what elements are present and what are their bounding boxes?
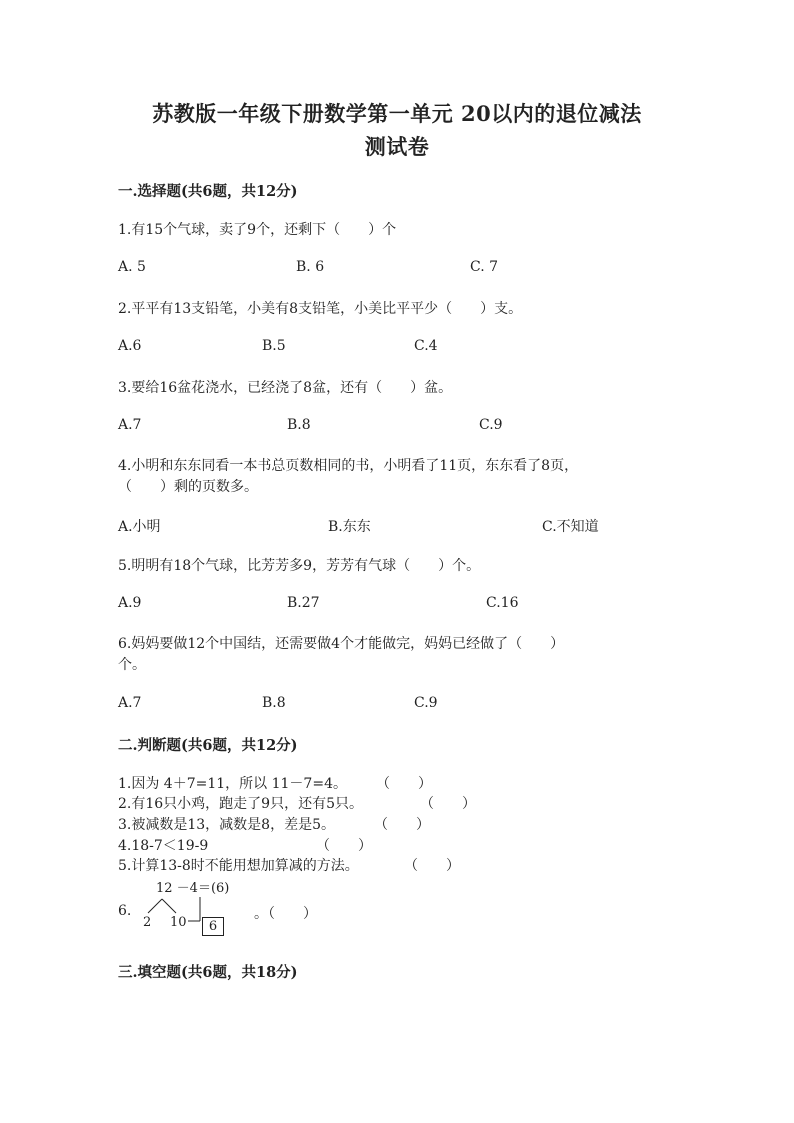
judge-item-6-diagram bbox=[118, 875, 438, 935]
item6-number: 6. bbox=[118, 903, 132, 919]
judge-item-2: 2.有16只小鸡，跑走了9只，还有5只。 bbox=[118, 796, 363, 812]
question-4-line2: （ ）剩的页数多。 bbox=[118, 479, 258, 495]
question-2: 2.平平有13支铅笔，小美有8支铅笔，小美比平平少（ ）支。 bbox=[118, 301, 523, 317]
q5-option-c[interactable]: C.16 bbox=[486, 595, 519, 611]
question-6-line1: 6.妈妈要做12个中国结，还需要做4个才能做完，妈妈已经做了（ ） bbox=[118, 636, 565, 652]
split-left-number: 2 bbox=[143, 915, 152, 930]
q5-option-b[interactable]: B.27 bbox=[287, 595, 320, 611]
question-1: 1.有15个气球，卖了9个，还剩下（ ）个 bbox=[118, 222, 397, 238]
section3-heading: 三.填空题(共6题，共18分) bbox=[118, 964, 298, 981]
q5-option-a[interactable]: A.9 bbox=[118, 595, 142, 611]
q6-option-a[interactable]: A.7 bbox=[118, 695, 142, 711]
q6-option-c[interactable]: C.9 bbox=[414, 695, 438, 711]
section2-heading: 二.判断题(共6题，共12分) bbox=[118, 737, 298, 754]
item6-suffix-blank[interactable]: 。（ ） bbox=[254, 906, 317, 922]
split-mid-number: 10 bbox=[170, 915, 187, 930]
q4-option-a[interactable]: A.小明 bbox=[118, 519, 161, 535]
section1-heading: 一.选择题(共6题，共12分) bbox=[118, 183, 298, 200]
q3-option-c[interactable]: C.9 bbox=[479, 417, 503, 433]
judge-item-1: 1.因为 4＋7=11，所以 11－7=4。 bbox=[118, 776, 347, 792]
judge-item-2-blank[interactable]: （ ） bbox=[420, 796, 476, 812]
judge-item-3: 3.被减数是13，减数是8，差是5。 bbox=[118, 817, 335, 833]
judge-item-4-blank[interactable]: （ ） bbox=[316, 838, 372, 854]
question-3: 3.要给16盆花浇水，已经浇了8盆，还有（ ）盆。 bbox=[118, 380, 453, 396]
question-5: 5.明明有18个气球，比芳芳多9，芳芳有气球（ ）个。 bbox=[118, 558, 481, 574]
q2-option-a[interactable]: A.6 bbox=[118, 338, 142, 354]
question-4-line1: 4.小明和东东同看一本书总页数相同的书，小明看了11页，东东看了8页， bbox=[118, 458, 579, 474]
page-title-line1: 苏教版一年级下册数学第一单元 20以内的退位减法 bbox=[152, 101, 642, 126]
judge-item-1-blank[interactable]: （ ） bbox=[376, 776, 432, 792]
judge-item-5: 5.计算13-8时不能用想加算减的方法。 bbox=[118, 858, 359, 874]
q1-option-c[interactable]: C. 7 bbox=[470, 259, 499, 275]
judge-item-5-blank[interactable]: （ ） bbox=[404, 858, 460, 874]
q3-option-b[interactable]: B.8 bbox=[287, 417, 311, 433]
q6-option-b[interactable]: B.8 bbox=[262, 695, 286, 711]
q4-option-c[interactable]: C.不知道 bbox=[542, 519, 599, 535]
q3-option-a[interactable]: A.7 bbox=[118, 417, 142, 433]
judge-item-3-blank[interactable]: （ ） bbox=[374, 817, 430, 833]
boxed-result: 6 bbox=[202, 917, 224, 936]
question-6-line2: 个。 bbox=[118, 657, 146, 673]
q2-option-b[interactable]: B.5 bbox=[262, 338, 286, 354]
equation-text: 12 －4＝(6) bbox=[156, 881, 230, 896]
q4-option-b[interactable]: B.东东 bbox=[328, 519, 371, 535]
page-title-line2: 测试卷 bbox=[364, 134, 430, 159]
judge-item-4: 4.18-7＜19-9 bbox=[118, 838, 209, 854]
q2-option-c[interactable]: C.4 bbox=[414, 338, 438, 354]
q1-option-b[interactable]: B. 6 bbox=[296, 259, 325, 275]
q1-option-a[interactable]: A. 5 bbox=[118, 259, 146, 275]
